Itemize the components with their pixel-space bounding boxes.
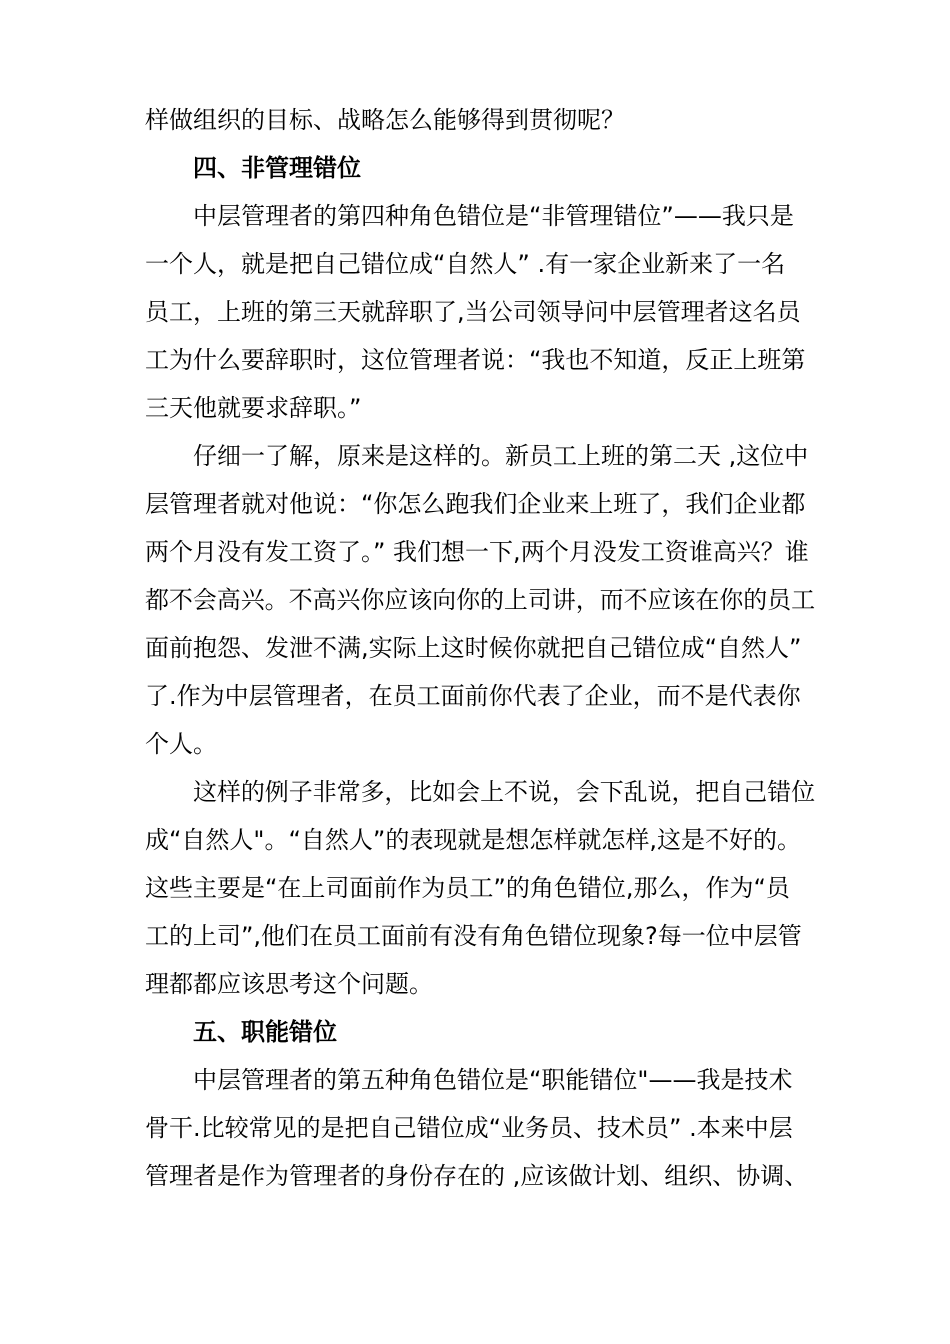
paragraph-line: 管理者是作为管理者的身份存在的 ,应该做计划、组织、协调、 [145,1162,809,1190]
paragraph-line: 了.作为中层管理者，在员工面前你代表了企业，而不是代表你 [145,682,801,710]
paragraph-line: 骨干.比较常见的是把自己错位成“业务员、技术员” .本来中层 [145,1114,793,1142]
paragraph-line: 一个人，就是把自己错位成“自然人” .有一家企业新来了一名 [145,250,786,278]
paragraph-line: 成“自然人"。“自然人”的表现就是想怎样就怎样,这是不好的。 [145,826,801,854]
paragraph-line: 个人。 [145,730,217,758]
paragraph-line: 三天他就要求辞职。” [145,394,362,422]
paragraph-line: 面前抱怨、发泄不满,实际上这时候你就把自己错位成“自然人” [145,634,802,662]
paragraph-line: 这样的例子非常多，比如会上不说，会下乱说，把自己错位 [193,778,815,806]
paragraph-line: 层管理者就对他说：“你怎么跑我们企业来上班了，我们企业都 [145,490,806,518]
paragraph-line: 这些主要是“在上司面前作为员工”的角色错位,那么，作为“员 [145,874,790,902]
paragraph-line: 工的上司”,他们在员工面前有没有角色错位现象?每一位中层管 [145,922,802,950]
paragraph-line: 都不会高兴。不高兴你应该向你的上司讲，而不应该在你的员工 [145,586,815,614]
paragraph-line: 仔细一了解，原来是这样的。新员工上班的第二天 ,这位中 [193,442,809,470]
paragraph-line: 员工，上班的第三天就辞职了,当公司领导问中层管理者这名员 [145,298,801,326]
paragraph-line: 两个月没有发工资了。” 我们想一下,两个月没发工资谁高兴？谁 [145,538,809,566]
paragraph-line: 理都都应该思考这个问题。 [145,970,433,998]
paragraph-line: 工为什么要辞职时，这位管理者说：“我也不知道，反正上班第 [145,346,806,374]
paragraph-line: 样做组织的目标、战略怎么能够得到贯彻呢？ [145,106,625,134]
section-heading: 四、非管理错位 [193,154,361,182]
paragraph-line: 中层管理者的第四种角色错位是“非管理错位”——我只是 [193,202,794,230]
section-heading: 五、职能错位 [193,1018,337,1046]
paragraph-line: 中层管理者的第五种角色错位是“职能错位"——我是技术 [193,1066,793,1094]
